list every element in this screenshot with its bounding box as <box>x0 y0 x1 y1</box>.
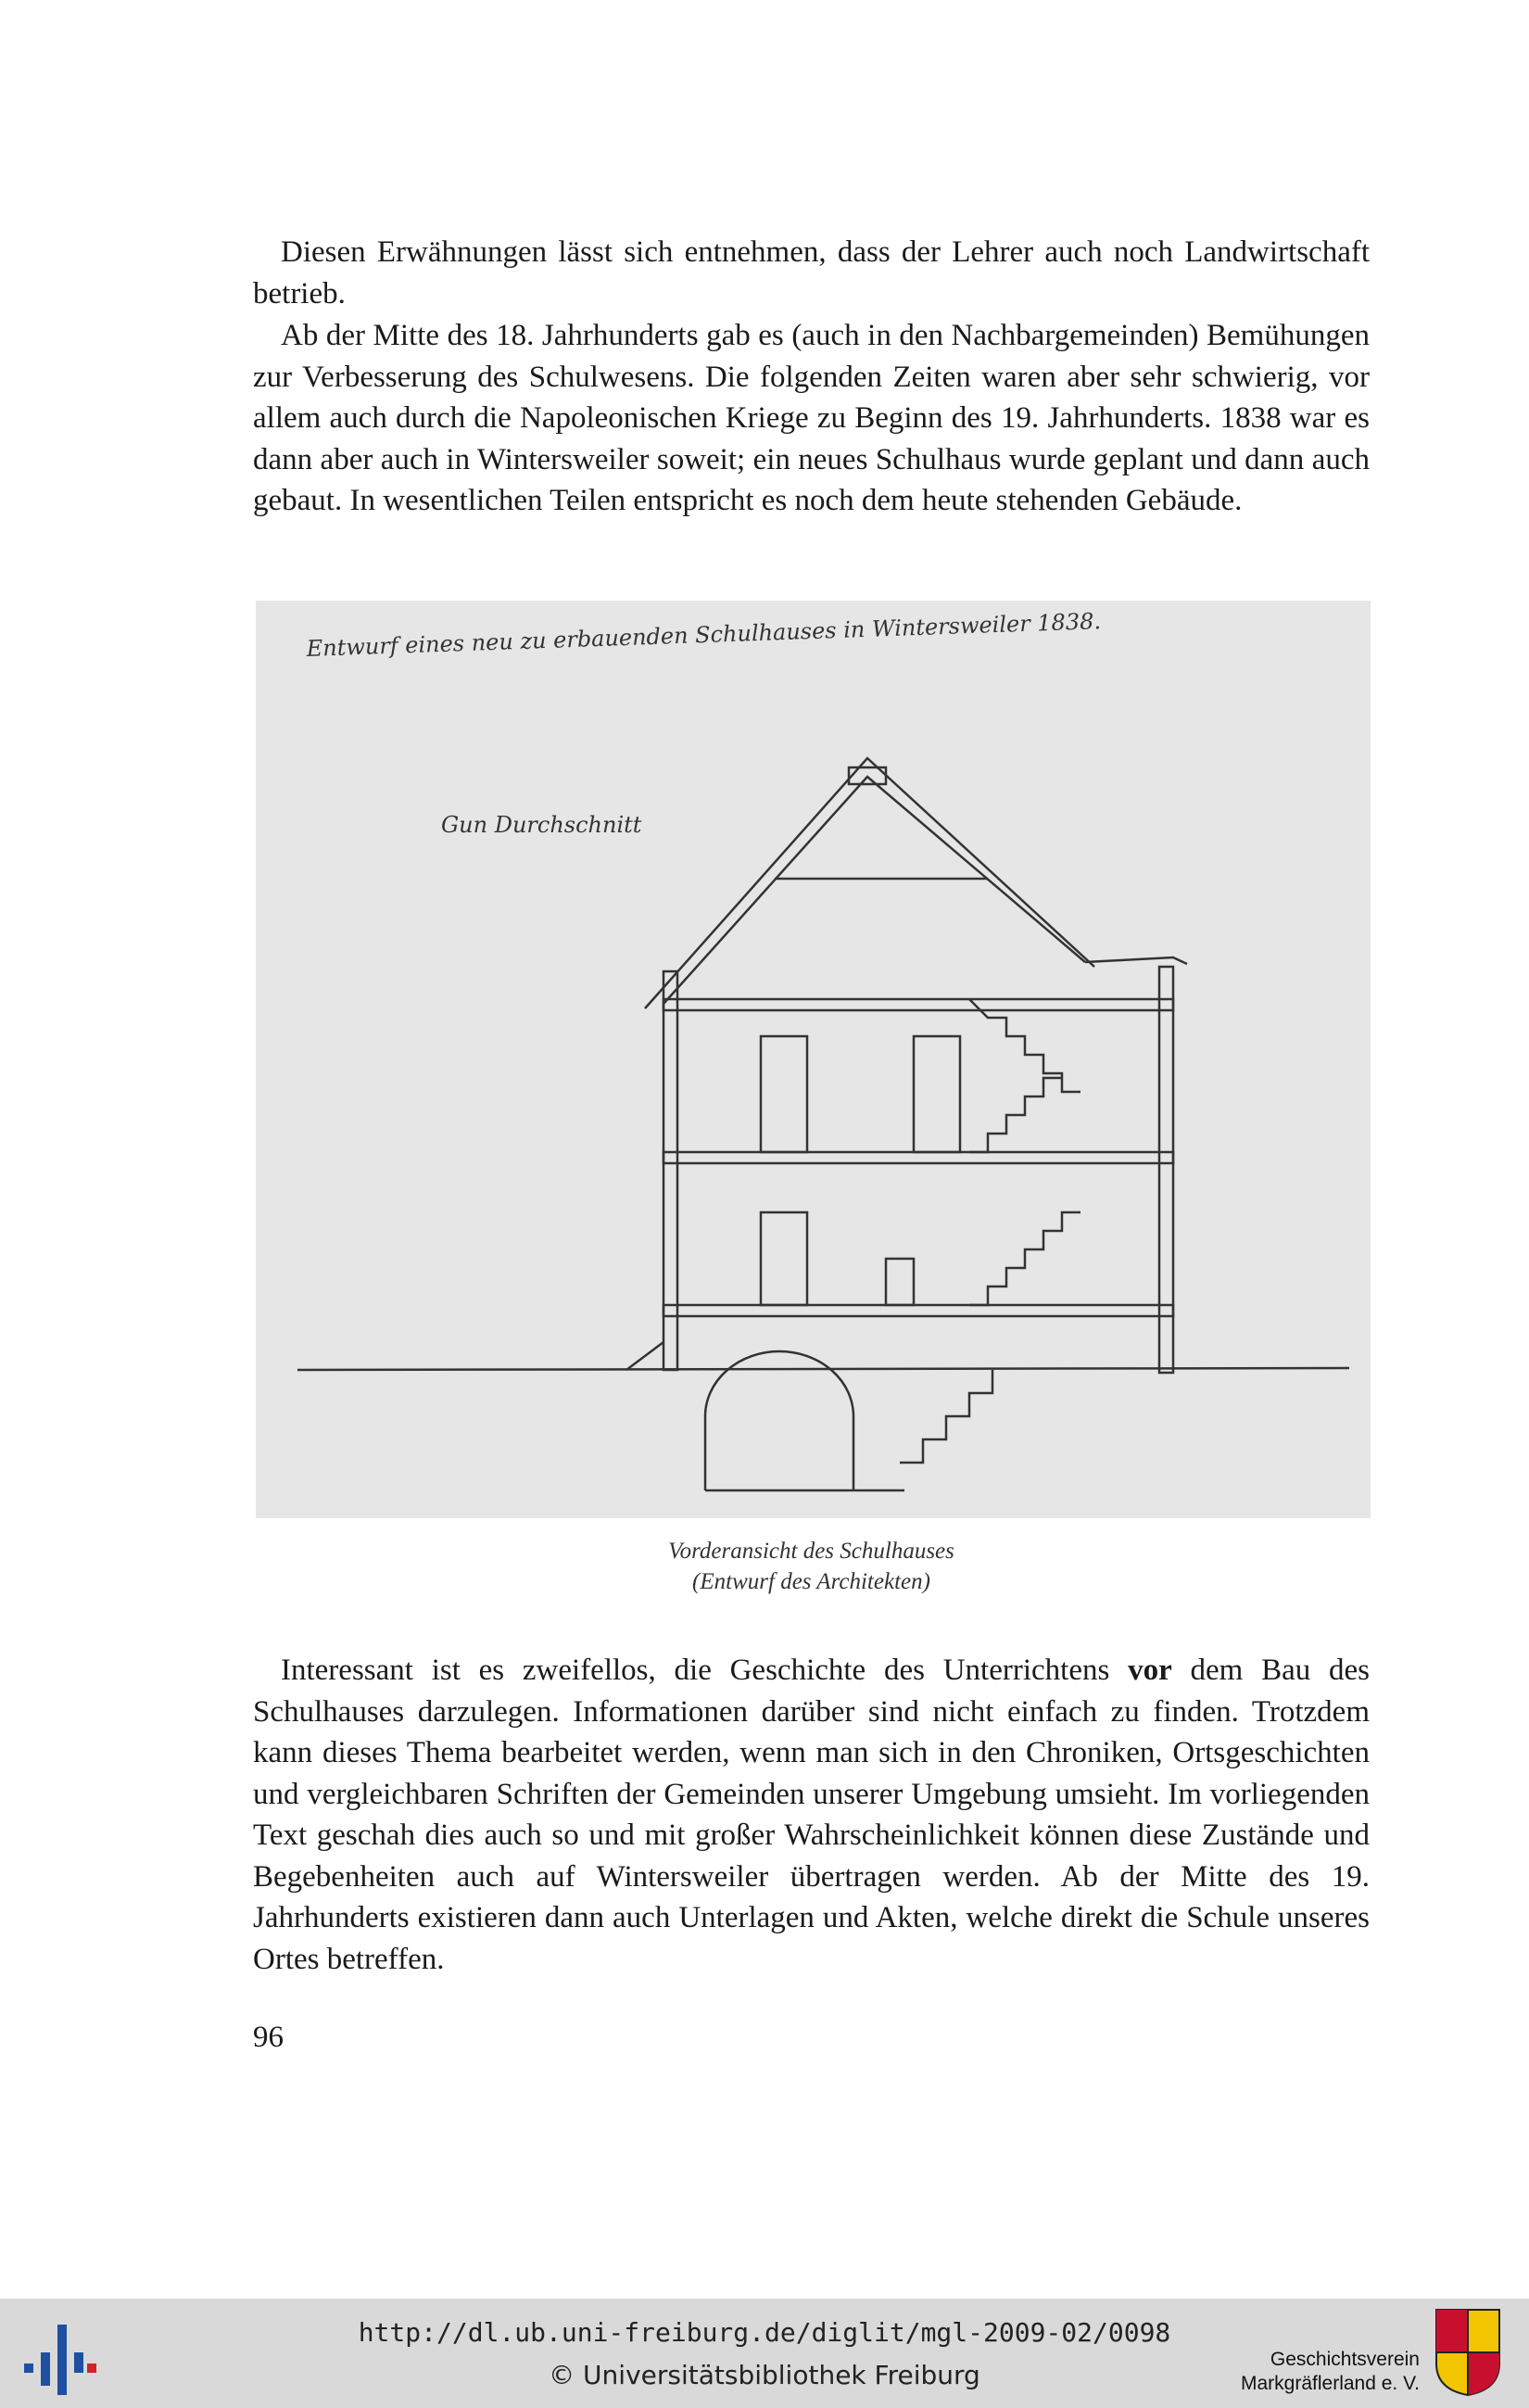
paragraph-3-start: Interessant ist es zweifellos, die Geschichte des Unterrichtens <box>281 1654 1129 1687</box>
society-name-line-2: Markgräflerland e. V. <box>1241 2373 1420 2394</box>
paragraph-3-end: dem Bau des Schulhauses darzulegen. Informationen darüber sind nicht einfach zu finden. Trotzdem kann dieses Thema bearbeitet werden, wenn man sich in den Chroniken, Ortsgeschichten und vergleichbaren Schriften der Gemeinden unserer Umgebung umsieht. Im vorliegenden Text geschah dies auch so und mit großer Wahrscheinlichkeit können diese Zustände und Begebenheiten auch auf Wintersweiler übertragen werden. Ab der Mitte des 19. Jahrhunderts existieren dann auch Unterlagen und Akten, welche direkt die Schule unseres Ortes betreffen. <box>253 1654 1370 1976</box>
source-url-link[interactable]: http://dl.ub.uni-freiburg.de/diglit/mgl-2009-02/0098 <box>358 2317 1171 2348</box>
footer-bar <box>0 2299 1529 2408</box>
page-number: 96 <box>253 2021 284 2054</box>
coat-of-arms-icon <box>1434 2308 1501 2397</box>
paragraph-1: Diesen Erwähnungen lässt sich entnehmen, dass der Lehrer auch noch Landwirtschaft betrieb. <box>253 235 1370 311</box>
handwritten-title-line: Entwurf eines neu zu erbauenden Schulhauses in Wintersweiler 1838. <box>306 608 1102 662</box>
copyright-notice: © Universitätsbibliothek Freiburg <box>549 2360 980 2390</box>
figure-caption-line-2: (Entwurf des Architekten) <box>692 1569 930 1594</box>
paragraph-3 <box>253 1650 1370 1980</box>
figure-caption-line-1: Vorderansicht des Schulhauses <box>668 1539 954 1564</box>
schoolhouse-drawing <box>256 601 1371 1518</box>
paragraph-3-emphasis: vor <box>1128 1654 1172 1687</box>
paragraph-2: Ab der Mitte des 18. Jahrhunderts gab es (auch in den Nachbargemeinden) Bemühungen zur Verbesserung des Schulwesens. Die folgenden Zeiten waren aber sehr schwierig, vor allem auch durch die Napoleonischen Kriege zu Beginn des 19. Jahrhunderts. 1838 war es dann aber auch in Wintersweiler soweit; ein neues Schulhaus wurde geplant und dann auch gebaut. In wesentlichen Teilen entspricht es noch dem heute stehenden Gebäude. <box>253 319 1370 517</box>
handwritten-section-label: Gun Durchschnitt <box>441 812 642 838</box>
society-name-line-1: Geschichtsverein <box>1270 2349 1420 2370</box>
